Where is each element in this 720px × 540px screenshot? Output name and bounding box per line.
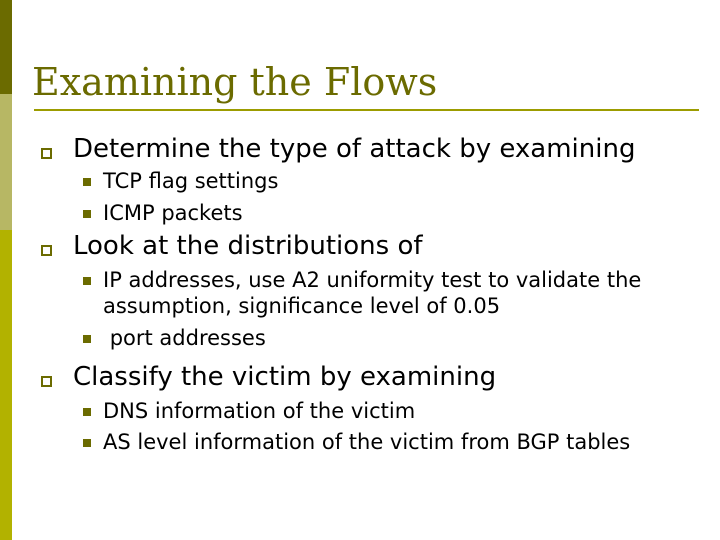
bullet-text: Determine the type of attack by examining — [73, 134, 636, 164]
sidebar-segment-bright — [0, 230, 12, 540]
sidebar-accent-bar — [0, 0, 12, 540]
filled-square-bullet-icon — [83, 335, 91, 343]
bullet-text: Classify the victim by examining — [73, 362, 497, 392]
filled-square-bullet-icon — [83, 277, 91, 285]
bullet-text: Look at the distributions of — [73, 231, 423, 261]
square-bullet-icon — [41, 245, 52, 256]
title-underline — [34, 109, 699, 111]
filled-square-bullet-icon — [83, 210, 91, 218]
square-bullet-icon — [41, 148, 52, 159]
slide-title: Examining the Flows — [32, 60, 438, 104]
sidebar-segment-light — [0, 94, 12, 230]
filled-square-bullet-icon — [83, 408, 91, 416]
sub-bullet-text: port addresses — [103, 326, 266, 350]
filled-square-bullet-icon — [83, 439, 91, 447]
filled-square-bullet-icon — [83, 178, 91, 186]
sub-bullet-text: DNS information of the victim — [103, 399, 416, 423]
square-bullet-icon — [41, 376, 52, 387]
sub-bullet-text: TCP flag settings — [103, 169, 279, 193]
sidebar-segment-dark — [0, 0, 12, 94]
sub-bullet-text: IP addresses, use A2 uniformity test to validate the assumption, significance level of 0.05 — [103, 268, 648, 318]
sub-bullet-text: ICMP packets — [103, 201, 243, 225]
sub-bullet-text: AS level information of the victim from BGP tables — [103, 430, 631, 454]
